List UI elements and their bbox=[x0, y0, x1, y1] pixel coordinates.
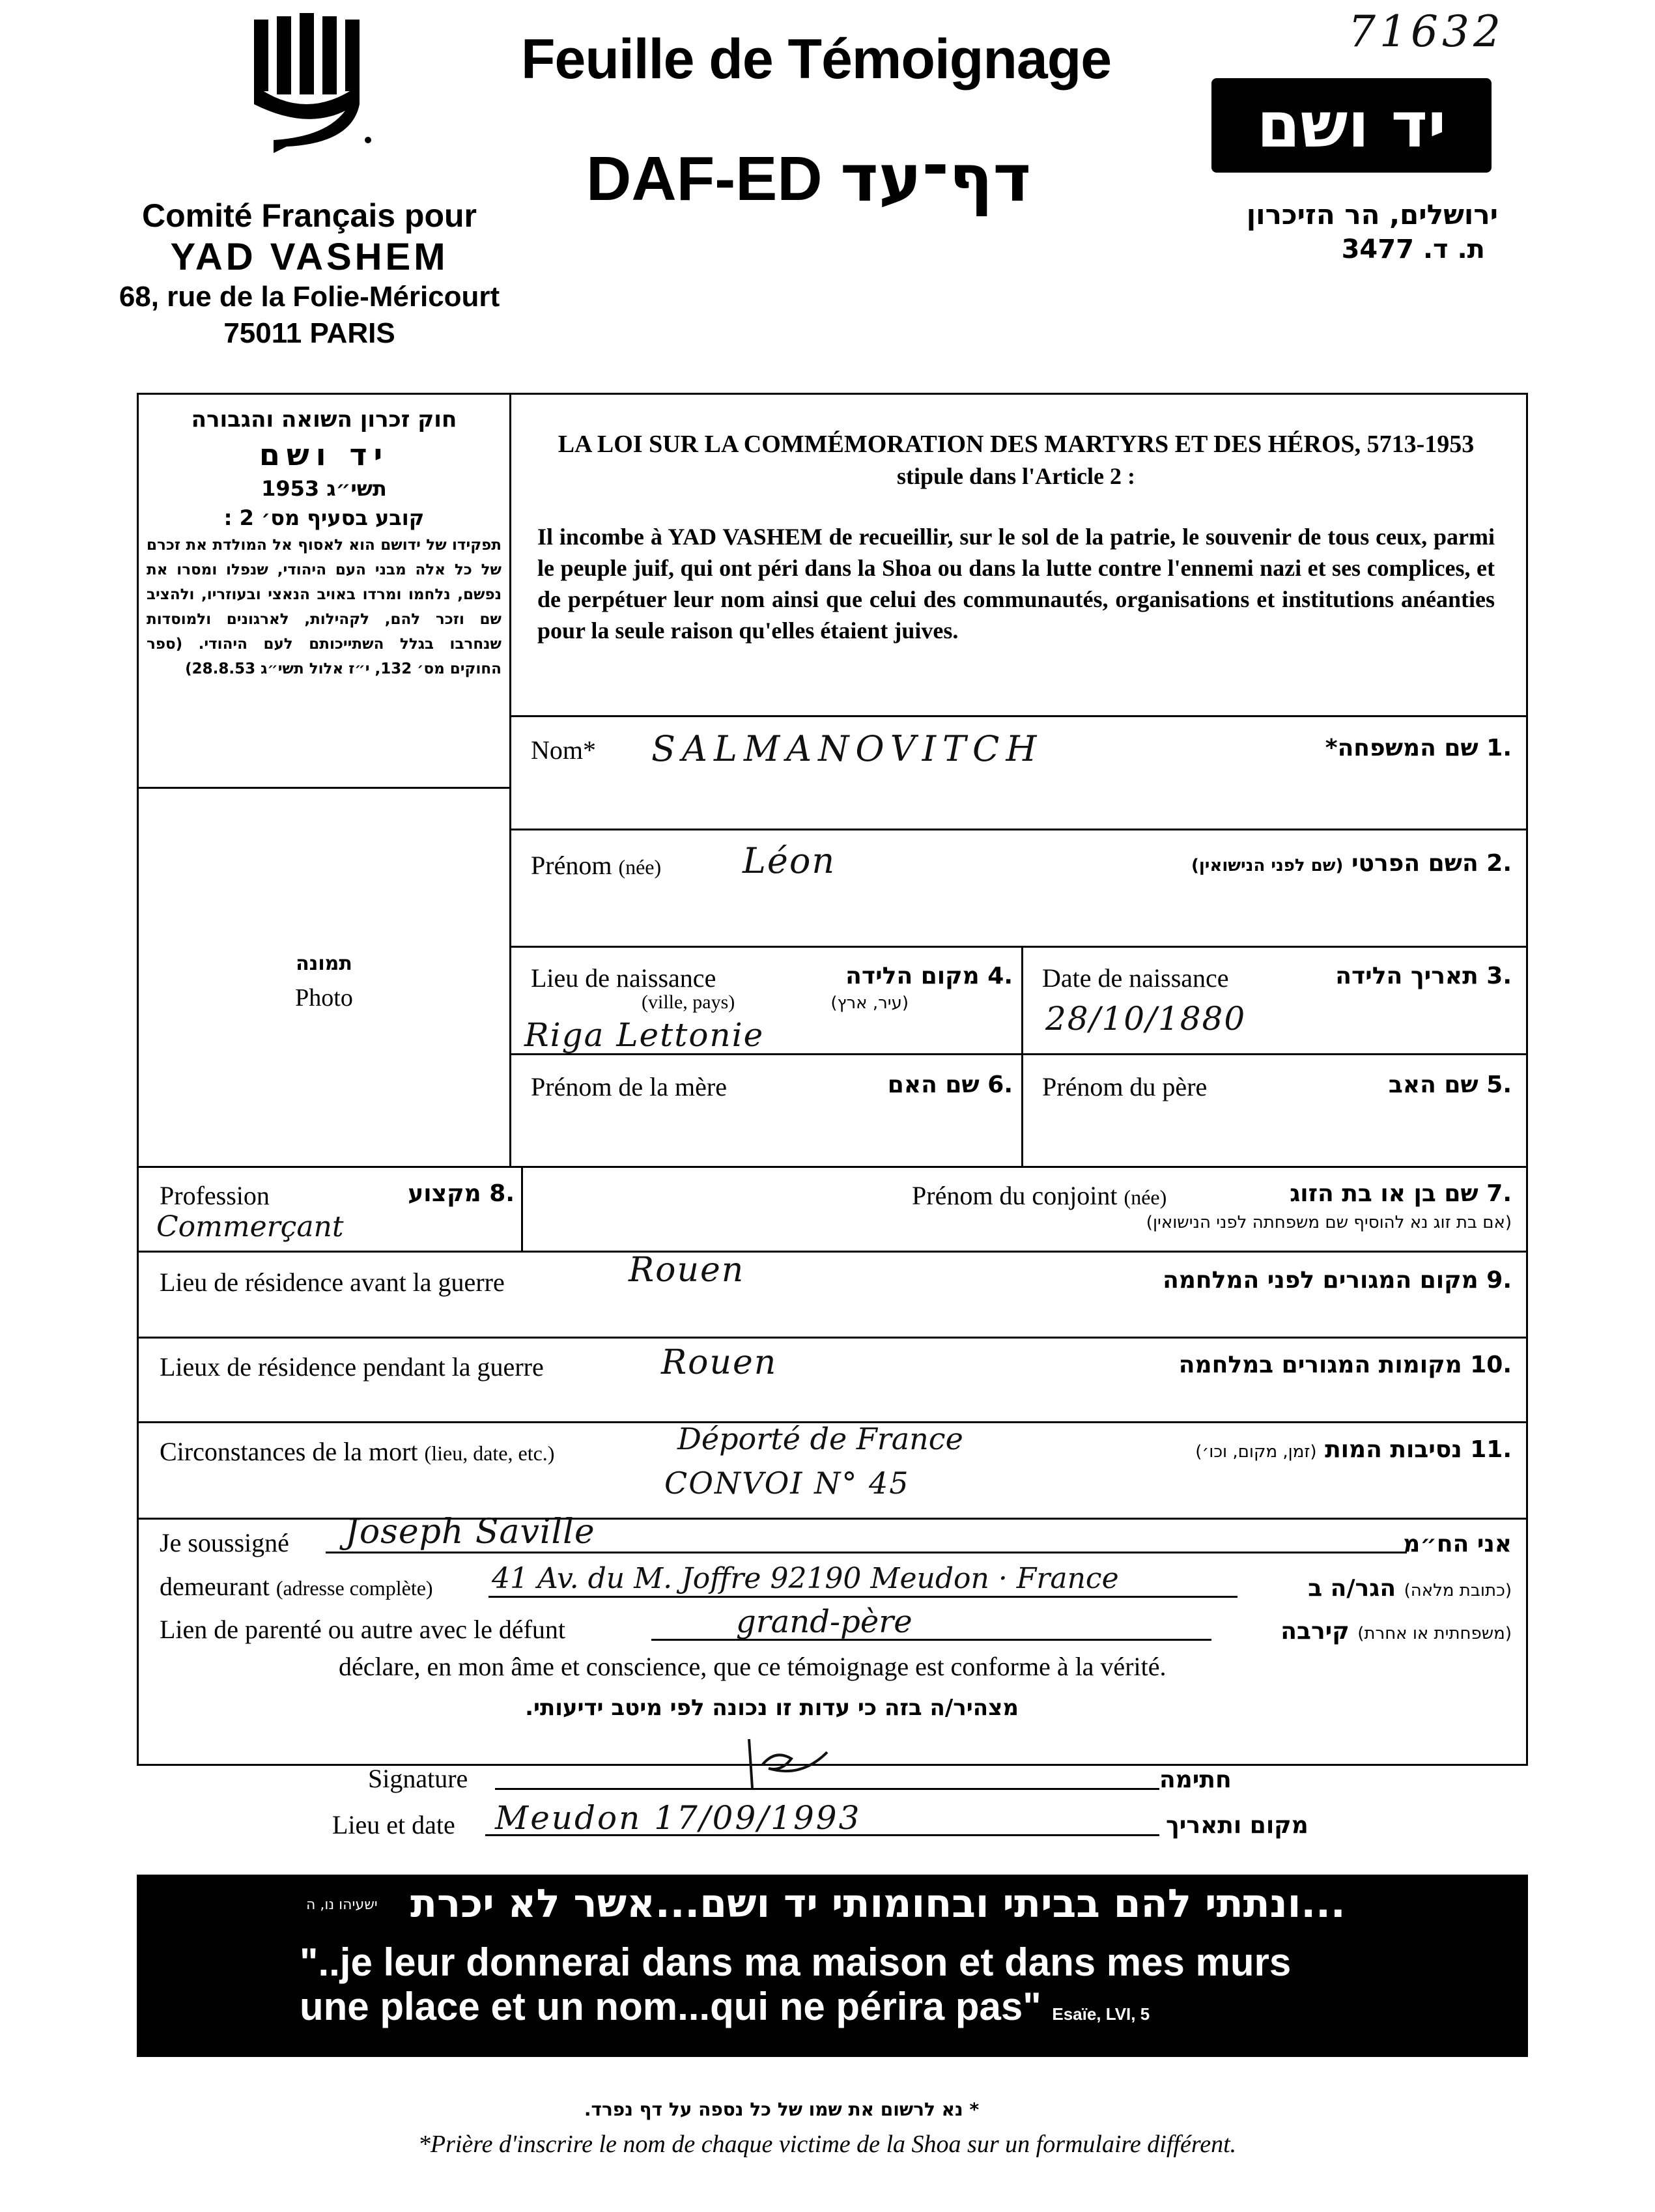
signature-label-he: חתימה bbox=[1159, 1766, 1232, 1793]
footer-note-fr: *Prière d'inscrire le nom de chaque victime de la Shoa sur un formulaire différent. bbox=[417, 2131, 1237, 2158]
residence-pendant-label: Lieux de résidence pendant la guerre bbox=[160, 1352, 544, 1382]
committee-block bbox=[98, 195, 521, 352]
law-french-body: Il incombe à YAD VASHEM de recueillir, sur le sol de la patrie, le souvenir de tous ceux, parmi le peuple juif, qui ont péri dans la Shoa ou dans la lutte contre l'ennemi nazi et ses complices, et de perpétuer leur nom ainsi que celui des communautés, organisations et institutions anéanties pour la seule raison qu'elles étaient juives. bbox=[537, 524, 1495, 644]
menorah-logo-icon bbox=[248, 13, 378, 156]
date-naissance-label-he: .3 תאריך הלידה bbox=[1335, 963, 1512, 989]
soussigne-label-he: אני הח״מ bbox=[1403, 1531, 1512, 1557]
photo-label-he: תמונה bbox=[296, 952, 352, 975]
lieu-naissance-value[interactable]: Riga Lettonie bbox=[524, 1016, 765, 1054]
hebrew-address-1: ירושלים, הר הזיכרון bbox=[1246, 199, 1498, 231]
photo-label-fr: Photo bbox=[295, 984, 353, 1012]
committee-line1: Comité Français pour bbox=[142, 197, 477, 234]
circonstances-label-he: .11 נסיבות המות (זמן, מקום, וכו׳) bbox=[1195, 1436, 1512, 1463]
law-french-title: LA LOI SUR LA COMMÉMORATION DES MARTYRS ET DES HÉROS, 5713-1953 bbox=[558, 431, 1475, 458]
law-hebrew-body: תפקידו של ידושם הוא לאסוף אל המולדת את זכרם של כל אלה מבני העם היהודי, שנפלו ומסרו את נפשם, נלחמו ומרדו באויב הנאצי ובעוזריו, ולהציב שם וזכר להם, לקהילות, לארגונים ולמוסדות שנחרבו בגלל השתייכותם לעם היהודי. (ספר החוקים מס׳ 132, י״ז אלול תשי״ג 28.8.53) bbox=[147, 537, 502, 677]
archive-number: 71632 bbox=[1348, 7, 1505, 57]
date-naissance-value[interactable]: 28/10/1880 bbox=[1045, 1000, 1247, 1038]
yad-vashem-logo bbox=[1211, 78, 1492, 173]
banner-hebrew-ref: ישעיהו נו, ה bbox=[306, 1897, 378, 1913]
nom-value[interactable]: SALMANOVITCH bbox=[651, 728, 1043, 769]
lien-value[interactable]: grand-père bbox=[736, 1604, 912, 1640]
prenom-pere-label-he: .5 שם האב bbox=[1388, 1071, 1512, 1098]
nom-label: Nom* bbox=[531, 735, 596, 765]
lieu-date-value[interactable]: Meudon 17/09/1993 bbox=[495, 1799, 862, 1837]
quote-banner bbox=[137, 1875, 1528, 2057]
prenom-mere-label: Prénom de la mère bbox=[531, 1072, 727, 1101]
declaration-text-fr: déclare, en mon âme et conscience, que ce témoignage est conforme à la vérité. bbox=[339, 1652, 1167, 1681]
prenom-label: Prénom (née) bbox=[531, 851, 662, 880]
law-hebrew-title: חוק זכרון השואה והגבורה bbox=[191, 406, 457, 432]
prenom-mere-label-he: .6 שם האם bbox=[887, 1071, 1013, 1098]
hebrew-address-2: ת. ד. 3477 bbox=[1341, 234, 1485, 264]
logo-text: יד ושם bbox=[1256, 89, 1447, 162]
soussigne-label: Je soussigné bbox=[160, 1528, 289, 1557]
lieu-date-label-he: מקום ותאריך bbox=[1166, 1812, 1308, 1839]
banner-french-1: "..je leur donnerai dans ma maison et dans mes murs bbox=[300, 1940, 1292, 1984]
daf-ed-latin: DAF-ED bbox=[586, 144, 823, 214]
law-hebrew-block bbox=[147, 404, 502, 681]
law-hebrew-year: תשי״ג 1953 bbox=[261, 476, 387, 501]
soussigne-value[interactable]: Joseph Saville bbox=[345, 1512, 595, 1552]
circonstances-label: Circonstances de la mort (lieu, date, etc.) bbox=[160, 1437, 555, 1466]
lieu-naissance-label-he: .4 מקום הלידה bbox=[845, 963, 1013, 989]
date-naissance-label: Date de naissance bbox=[1042, 963, 1229, 993]
banner-french-2: une place et un nom...qui ne périra pas" Esaïe, LVI, 5 bbox=[300, 1985, 1150, 2028]
law-hebrew-name: יד ושם bbox=[259, 437, 389, 472]
circonstances-value-1[interactable]: Déporté de France bbox=[677, 1421, 963, 1456]
lieu-date-label: Lieu et date bbox=[332, 1810, 455, 1839]
profession-label: Profession bbox=[160, 1181, 270, 1210]
law-french-subtitle: stipule dans l'Article 2 : bbox=[897, 463, 1135, 489]
lieu-naissance-label: Lieu de naissance bbox=[531, 963, 716, 993]
committee-line3: 68, rue de la Folie-Méricourt bbox=[119, 281, 500, 313]
lieu-naissance-small: (ville, pays) bbox=[642, 991, 735, 1013]
prenom-label-he: .2 השם הפרטי (שם לפני הנישואין) bbox=[1191, 850, 1512, 877]
profession-value[interactable]: Commerçant bbox=[156, 1210, 344, 1243]
conjoint-label: Prénom du conjoint (née) bbox=[912, 1181, 1167, 1210]
demeurant-value[interactable]: 41 Av. du M. Joffre 92190 Meudon · France bbox=[492, 1562, 1119, 1595]
lien-label-he: (משפחתית או אחרת) קירבה bbox=[1280, 1618, 1512, 1645]
conjoint-label-he: .7 שם בן או בת הזוג bbox=[1290, 1180, 1512, 1207]
residence-pendant-value[interactable]: Rouen bbox=[661, 1343, 778, 1382]
profession-label-he: .8 מקצוע bbox=[408, 1180, 515, 1207]
demeurant-label: demeurant (adresse complète) bbox=[160, 1572, 433, 1601]
footer-note-he: * נא לרשום את שמו של כל נספה על דף נפרד. bbox=[584, 2099, 980, 2120]
nom-label-he: .1 שם המשפחה* bbox=[1325, 735, 1512, 761]
prenom-value[interactable]: Léon bbox=[743, 840, 836, 881]
banner-hebrew: ...ונתתי להם בביתי ובחומותי יד ושם...אשר לא יכרת bbox=[410, 1881, 1346, 1927]
lien-label: Lien de parenté ou autre avec le défunt bbox=[160, 1615, 566, 1644]
prenom-pere-label: Prénom du père bbox=[1042, 1072, 1208, 1101]
signature-mark[interactable] bbox=[729, 1726, 847, 1791]
declaration-text-he: מצהיר/ה בזה כי עדות זו נכונה לפי מיטב ידיעותי. bbox=[525, 1695, 1019, 1721]
residence-avant-label-he: .9 מקום המגורים לפני המלחמה bbox=[1163, 1267, 1512, 1294]
law-hebrew-clause: קובע בסעיף מס׳ 2 : bbox=[223, 505, 425, 530]
circonstances-value-2[interactable]: CONVOI N° 45 bbox=[664, 1466, 910, 1501]
signature-label: Signature bbox=[368, 1764, 468, 1793]
demeurant-label-he: (כתובת מלאה) הגר/ה ב bbox=[1308, 1575, 1512, 1602]
residence-pendant-label-he: .10 מקומות המגורים במלחמה bbox=[1178, 1352, 1512, 1378]
lieu-naissance-small-he: (עיר, ארץ) bbox=[830, 993, 909, 1013]
committee-line4: 75011 PARIS bbox=[223, 317, 395, 349]
committee-line2: YAD VASHEM bbox=[170, 236, 449, 278]
page-title: Feuille de Témoignage bbox=[521, 28, 1112, 91]
daf-ed-hebrew: דף־עד bbox=[840, 140, 1032, 216]
residence-avant-value[interactable]: Rouen bbox=[629, 1251, 745, 1290]
conjoint-small-he: (אם בת זוג נא להוסיף שם משפחתה לפני הנישואין) bbox=[1146, 1213, 1512, 1232]
residence-avant-label: Lieu de résidence avant la guerre bbox=[160, 1268, 505, 1297]
